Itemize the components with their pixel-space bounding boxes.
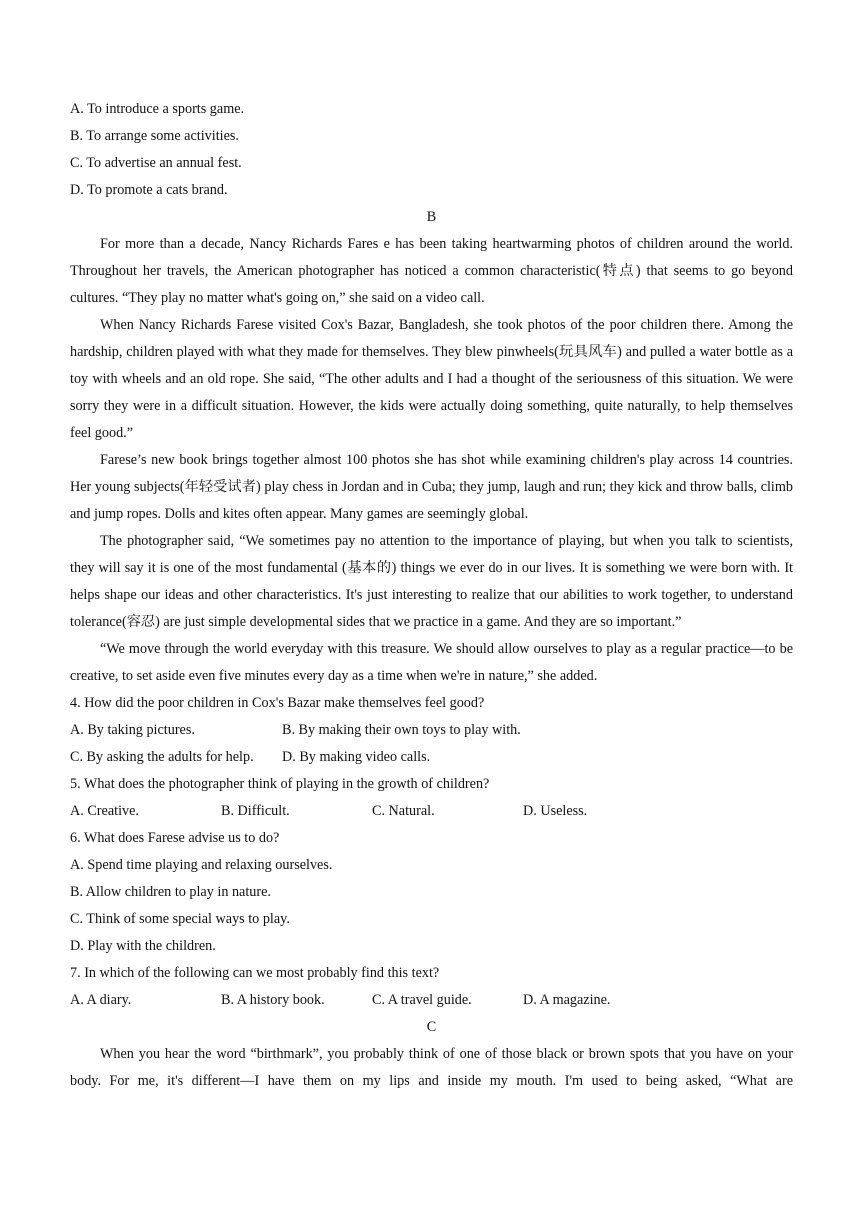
question-7 [70,960,793,1014]
question-stem: 6. What does Farese advise us to do? [70,830,280,846]
option-b: B. Difficult. [221,803,290,819]
option-a: A. Creative. [70,803,139,819]
question-stem: 7. In which of the following can we most probably find this text? [70,965,440,981]
document-page [70,96,793,1095]
question-6 [70,825,793,960]
option-c: C. To advertise an annual fest. [70,155,242,171]
passage-paragraph: The photographer said, “We sometimes pay no attention to the importance of playing, but when you talk to scientists, they will say it is one of the most fundamental (基本的) things we ever do in our lives. It is something we were born with. It helps shape our ideas and other characteristics. It's just interesting to realize that our abilities to work together, to understand tolerance(容忍) are just simple developmental sides that we practice in a game. And they are so important.” [70,533,793,630]
question-options [70,744,793,771]
question-options [70,717,793,744]
option-b: B. To arrange some activities. [70,128,239,144]
option-c: C. Natural. [372,803,435,819]
option-a: A. A diary. [70,992,132,1008]
question-5 [70,771,793,825]
option-c: C. Think of some special ways to play. [70,911,290,927]
option-b: B. Allow children to play in nature. [70,884,271,900]
question-stem: 4. How did the poor children in Cox's Bazar make themselves feel good? [70,695,485,711]
option-d: D. Play with the children. [70,938,216,954]
question-options [70,798,793,825]
passage-paragraph: Farese’s new book brings together almost 100 photos she has shot while examining children's play across 14 countries. Her young subjects(年轻受试者) play chess in Jordan and in Cuba; they jump, laugh and run; they kick and throw balls, climb and jump ropes. Dolls and kites often appear. Many games are seemingly global. [70,452,793,522]
question-stem: 5. What does the photographer think of playing in the growth of children? [70,776,490,792]
passage-paragraph: For more than a decade, Nancy Richards Fares e has been taking heartwarming photos of children around the world. Throughout her travels, the American photographer has noticed a common characteristic(特点) that seems to go beyond cultures. “They play no matter what's going on,” she said on a video call. [70,236,793,306]
question-4 [70,690,793,771]
option-a: A. Spend time playing and relaxing ourselves. [70,857,333,873]
option-a: A. To introduce a sports game. [70,101,245,117]
section-a-options [70,96,793,204]
passage-paragraph: When you hear the word “birthmark”, you probably think of one of those black or brown spots that you have on your body. For me, it's different—I have them on my lips and inside my mouth. I'm used to being asked, “What are [70,1046,793,1089]
option-d: D. By making video calls. [282,749,431,765]
question-options [70,987,793,1014]
option-c: C. A travel guide. [372,992,472,1008]
option-b: B. A history book. [221,992,325,1008]
passage-paragraph: “We move through the world everyday with this treasure. We should allow ourselves to play as a regular practice—to be creative, to set aside even five minutes every day as a time when we're in nature,” she added. [70,641,793,684]
option-d: D. To promote a cats brand. [70,182,228,198]
section-heading-c: C [426,1019,437,1035]
option-d: D. A magazine. [523,992,611,1008]
option-a: A. By taking pictures. [70,722,195,738]
passage-paragraph: When Nancy Richards Farese visited Cox's Bazar, Bangladesh, she took photos of the poor children there. Among the hardship, children played with what they made for themselves. They blew pinwheels(玩具风车) and pulled a water bottle as a toy with wheels and an old rope. She said, “The other adults and I had a thought of the seriousness of this situation. We were sorry they were in a difficult situation. However, the kids were actually doing something, quite naturally, to help themselves feel good.” [70,317,793,441]
option-c: C. By asking the adults for help. [70,749,254,765]
section-heading-b: B [426,209,437,225]
option-d: D. Useless. [523,803,588,819]
option-b: B. By making their own toys to play with. [282,722,521,738]
